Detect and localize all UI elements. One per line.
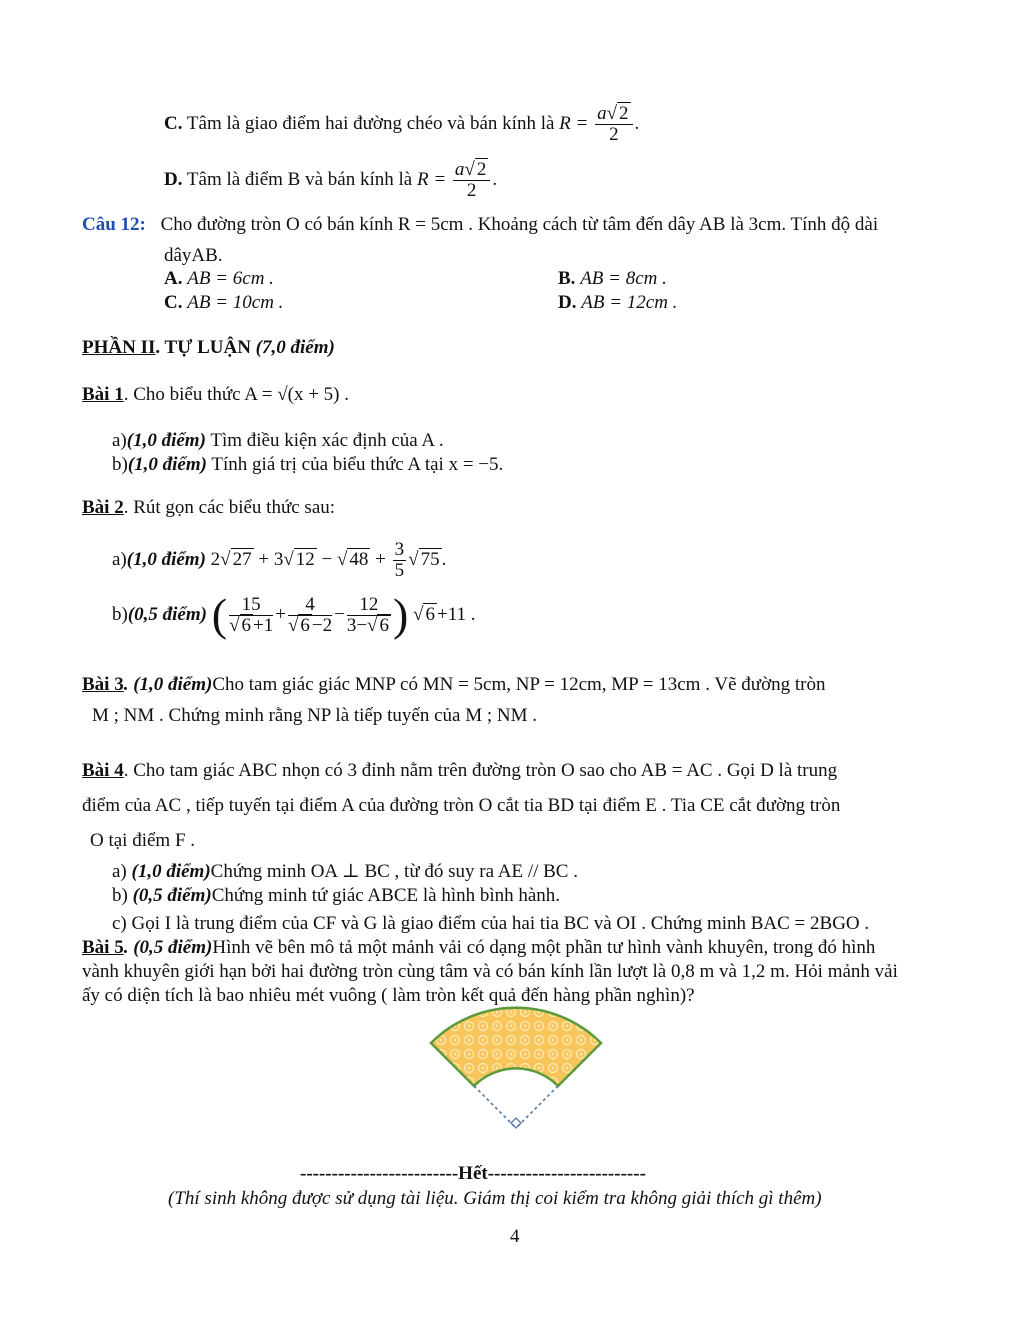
q11-d-fraction: $\frac{a√ 2}{2}$	[453, 160, 490, 201]
bai4-line3: O tại điểm F .	[90, 830, 196, 851]
annulus-fabric-figure	[420, 1005, 610, 1135]
q12-option-a: A. AB = 6cm .	[164, 268, 274, 289]
q11-option-c-text: Tâm là giao điểm hai đường chéo và bán kính là	[186, 112, 555, 134]
q12-line2: dâyAB.	[164, 245, 223, 266]
bai4-part-b: b) (0,5 điểm)Chứng minh tứ giác ABCE là hình bình hành.	[112, 885, 561, 906]
radius-dashed-left	[474, 1086, 516, 1128]
q11-c-fraction: $\frac{a√ 2}{2}$	[595, 104, 632, 145]
bai2-part-a: a)(1,0 điểm) 2√ 27 + 3√ 12 − √ 48 + $\frac{3}{5}$ √ 75 .	[112, 539, 447, 581]
bai1-intro: Bài 1. Cho biểu thức A = √(x + 5) .	[82, 384, 349, 405]
q12-option-c: C. AB = 10cm .	[164, 292, 284, 313]
bai5-line3: ấy có diện tích là bao nhiêu mét vuông ( làm tròn kết quả đến hàng phần nghìn)?	[82, 985, 695, 1006]
right-angle-marker	[511, 1118, 521, 1128]
q12-option-d: D. AB = 12cm .	[558, 292, 678, 313]
bai5-line2: vành khuyên giới hạn bởi hai đường tròn cùng tâm và có bán kính lần lượt là 0,8 m và 1,2 m. Hỏi mảnh vải	[82, 961, 898, 982]
bai3-line2: M ; NM . Chứng minh rằng NP là tiếp tuyến của M ; NM .	[92, 705, 537, 726]
bai4-line2: điểm của AC , tiếp tuyến tại điểm A của đường tròn O cắt tia BD tại điểm E . Tia CE cắt đường tròn	[82, 795, 841, 816]
bai2-part-b: b)(0,5 điểm) ( $\frac{15}{√ 6 +1}$ + $\frac{4}{√ 6 -2}$ − $\frac{12}{3-√ 6}$ ) √ 6 +11 .	[112, 589, 476, 640]
q12-line1	[82, 214, 878, 236]
part2-heading: PHẦN II. TỰ LUẬN (7,0 điểm)	[82, 337, 335, 358]
bai4-part-c: c) Gọi I là trung điểm của CF và G là giao điểm của hai tia BC và OI . Chứng minh BAC = 2BGO .	[112, 913, 870, 934]
bai2-intro: Bài 2. Rút gọn các biểu thức sau:	[82, 497, 336, 518]
bai1-part-b: b)(1,0 điểm) Tính giá trị của biểu thức A tại x = −5.	[112, 454, 504, 475]
q11-option-d-text: Tâm là điểm B và bán kính là	[186, 168, 413, 190]
annulus-sector	[431, 1008, 601, 1086]
bai3-line1: Bài 3. (1,0 điểm)Cho tam giác giác MNP có MN = 5cm, NP = 12cm, MP = 13cm . Vẽ đường tròn	[82, 674, 826, 695]
bai1-part-a: a)(1,0 điểm) Tìm điều kiện xác định của A .	[112, 430, 444, 451]
footer-note: (Thí sinh không được sử dụng tài liệu. Giám thị coi kiểm tra không giải thích gì thêm)	[168, 1188, 822, 1209]
radius-dashed-right	[516, 1086, 558, 1128]
bai4-part-a: a) (1,0 điểm)Chứng minh OA ⊥ BC , từ đó suy ra AE // BC .	[112, 861, 578, 882]
bai4-line1: Bài 4. Cho tam giác ABC nhọn có 3 đỉnh nằm trên đường tròn O sao cho AB = AC . Gọi D là trung	[82, 760, 838, 781]
end-line: -------------------------Hết-------------------------	[300, 1163, 646, 1184]
q12-label: Câu 12:	[82, 214, 146, 235]
q11-option-d: D. Tâm là điểm B và bán kính là R = $\frac{a√ 2}{2}$ .	[164, 159, 498, 201]
q11-option-c: C. Tâm là giao điểm hai đường chéo và bán kính là R = $\frac{a√ 2}{2}$ .	[164, 103, 640, 145]
page-number: 4	[510, 1226, 520, 1247]
q12-option-b: B. AB = 8cm .	[558, 268, 667, 289]
q12-text: Cho đường tròn O có bán kính R = 5cm . Khoảng cách từ tâm đến dây AB là 3cm. Tính độ dài	[160, 214, 879, 235]
bai5-line1: Bài 5. (0,5 điểm)Hình vẽ bên mô tả một mảnh vải có dạng một phần tư hình vành khuyên, trong đó hình	[82, 937, 876, 958]
